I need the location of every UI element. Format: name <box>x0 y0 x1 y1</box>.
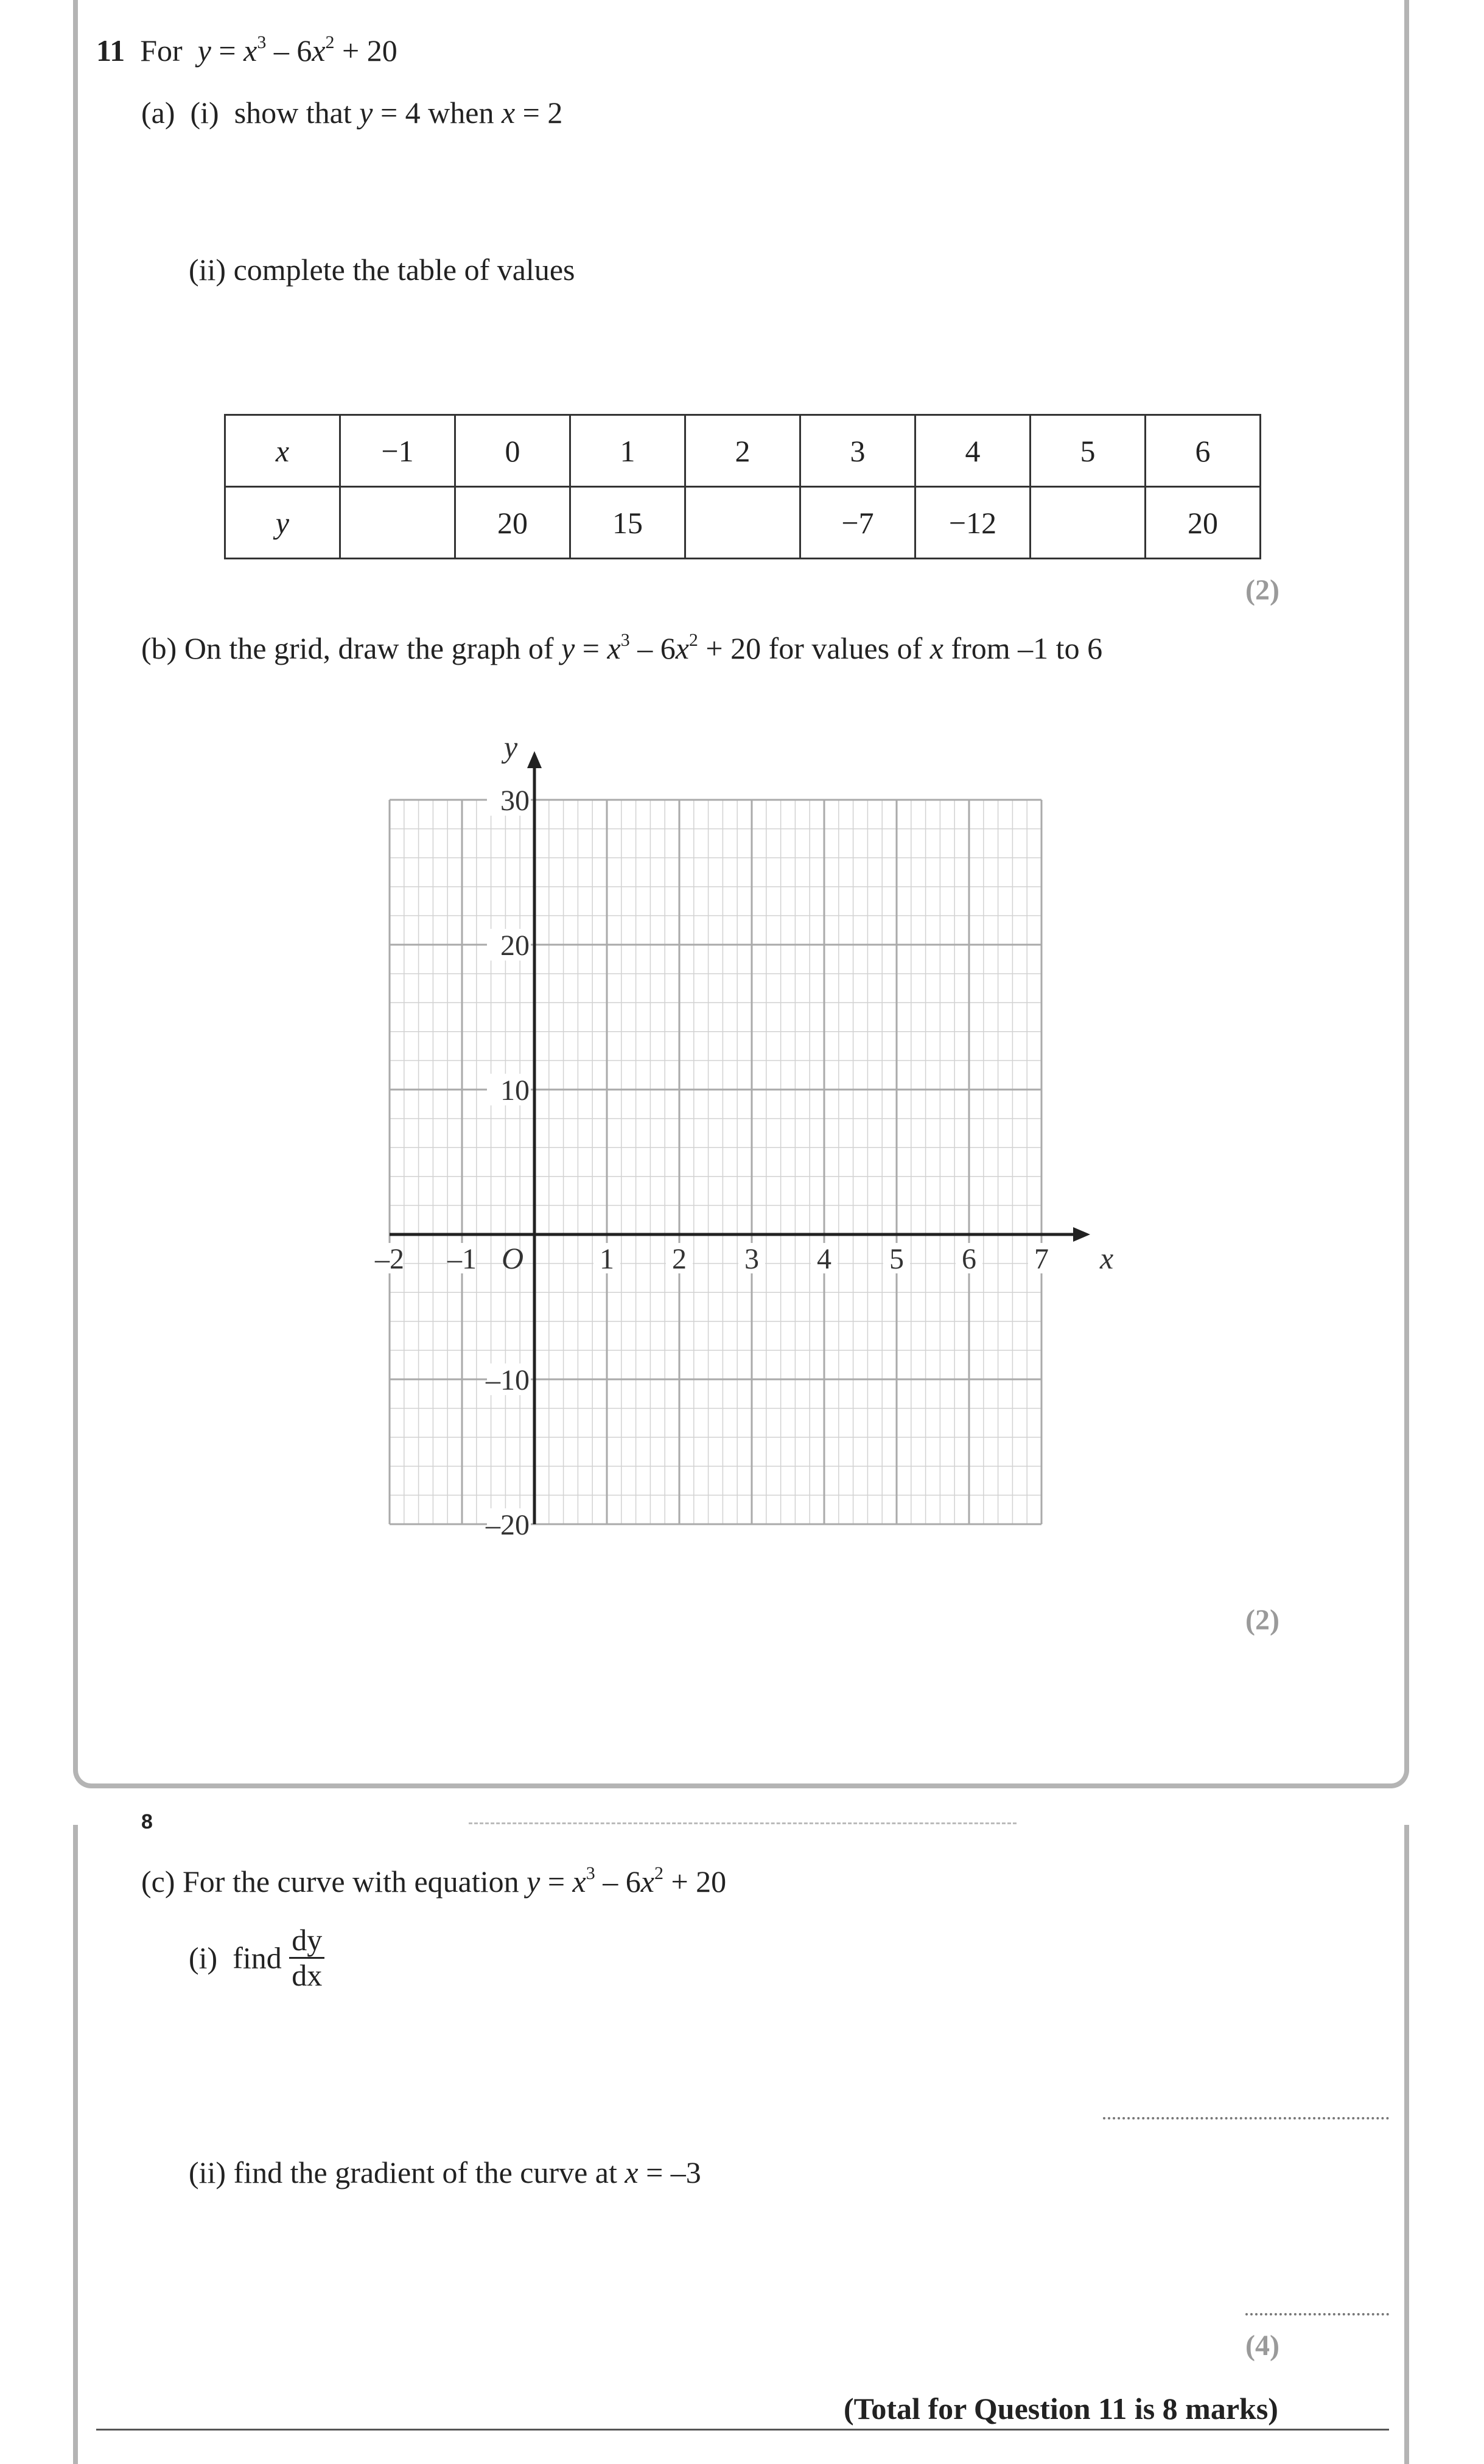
x-tick-label: 3 <box>744 1243 759 1275</box>
part-c-i-text: (i) find $\frac{dy}{dx}$ <box>189 1923 324 1992</box>
table-cell: 0 <box>455 415 570 487</box>
part-c-text: (c) For the curve with equation $y = x^3 - 6x^2 + 20$ <box>141 1863 727 1899</box>
table-cell: 4 <box>915 415 1031 487</box>
answer-line-c-ii[interactable] <box>1245 2313 1389 2315</box>
x-tick-label: –2 <box>375 1243 404 1275</box>
frame-right-border <box>1404 1825 1409 2464</box>
graph-grid[interactable] <box>341 718 1181 1558</box>
table-cell: 3 <box>800 415 915 487</box>
y-tick-label: 30 <box>500 785 530 817</box>
x-tick-label: 1 <box>600 1243 614 1275</box>
table-of-values <box>224 414 1261 559</box>
table-cell: 6 <box>1146 415 1261 487</box>
table-answer-cell[interactable] <box>1031 487 1146 559</box>
question-header: 11 For $y = x^3 - 6x^2 + 20$ <box>96 32 397 68</box>
minor-gridlines <box>390 800 1041 1524</box>
table-header-y: y <box>225 487 340 559</box>
table-cell: 5 <box>1031 415 1146 487</box>
y-axis-arrow <box>527 751 542 768</box>
part-b-text: (b) On the grid, draw the graph of $y = x^3 - 6x^2 + 20$ for values of x from –1 to 6 <box>141 630 1103 665</box>
x-axis-label: x <box>1100 1241 1114 1275</box>
axis-labels <box>374 730 1113 1541</box>
x-tick-label: 5 <box>889 1243 904 1275</box>
table-cell: −1 <box>340 415 455 487</box>
total-marks: (Total for Question 11 is 8 marks) <box>844 2392 1278 2426</box>
y-tick-label: 20 <box>500 929 530 962</box>
table-row-y <box>225 487 1261 559</box>
part-c-ii-text: (ii) find the gradient of the curve at x = –3 <box>189 2155 701 2189</box>
table-cell: 1 <box>570 415 685 487</box>
page-number: 8 <box>141 1810 153 1833</box>
table-row-x <box>225 415 1261 487</box>
x-tick-label: 6 <box>962 1243 976 1275</box>
table-cell: −7 <box>800 487 915 559</box>
x-tick-label: 2 <box>672 1243 687 1275</box>
y-tick-label: 10 <box>500 1074 530 1107</box>
x-tick-label: 4 <box>817 1243 831 1275</box>
part-a-ii-text: (ii) complete the table of values <box>189 253 575 287</box>
table-cell: −12 <box>915 487 1031 559</box>
y-tick-label: –20 <box>486 1509 530 1541</box>
part-a-i-text: (a) (i) show that y = 4 when x = 2 <box>141 96 563 130</box>
origin-label: O <box>501 1241 524 1275</box>
marks-part-a: (2) <box>1245 574 1279 606</box>
frame-left-border <box>73 1825 78 2464</box>
x-tick-label: 7 <box>1034 1243 1049 1275</box>
question-number: 11 <box>96 33 125 68</box>
table-cell: 15 <box>570 487 685 559</box>
table-header-x: x <box>225 415 340 487</box>
table-answer-cell[interactable] <box>685 487 800 559</box>
y-tick-label: –10 <box>486 1364 530 1396</box>
derivative-fraction: $\frac{dy}{dx}$ <box>289 1923 324 1992</box>
marks-part-c: (4) <box>1245 2329 1279 2362</box>
answer-line-c-i[interactable] <box>1103 2117 1389 2119</box>
major-gridlines <box>390 800 1041 1524</box>
x-tick-label: –1 <box>447 1243 477 1275</box>
table-cell: 20 <box>1146 487 1261 559</box>
table-cell: 20 <box>455 487 570 559</box>
bottom-rule <box>96 2429 1389 2431</box>
marks-part-b: (2) <box>1245 1604 1279 1636</box>
table-cell: 2 <box>685 415 800 487</box>
y-axis-label: y <box>504 730 518 764</box>
page-divider <box>469 1822 1017 1824</box>
x-axis-arrow <box>1073 1227 1090 1242</box>
table-answer-cell[interactable] <box>340 487 455 559</box>
